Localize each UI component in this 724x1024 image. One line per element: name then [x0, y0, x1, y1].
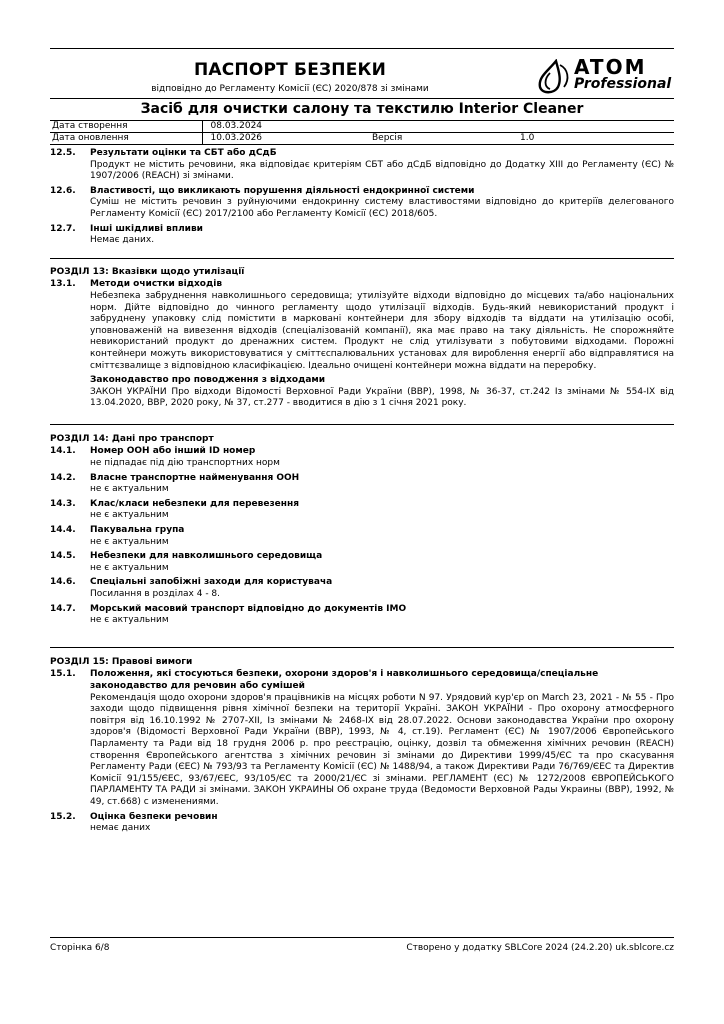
item-title: Морський масовий транспорт відповідно до документів IMO [90, 603, 407, 614]
item-number: 12.6. [50, 185, 76, 196]
section-divider [50, 647, 674, 648]
created-label: Дата створення [50, 121, 202, 133]
waste-law-title: Законодавство про поводження з відходами [90, 375, 326, 386]
section-heading: РОЗДІЛ 13: Вказівки щодо утилізації [50, 266, 245, 277]
section-15 [50, 657, 674, 835]
item-title: Оцінка безпеки речовин [90, 811, 218, 822]
item-body: не підпадає під дію транспортних норм [90, 458, 280, 469]
item-15-1 [50, 669, 674, 808]
meta-row-created [50, 121, 674, 133]
logo-tagline: Professional [574, 76, 672, 92]
item-title: Власне транспортне найменування ООН [90, 472, 300, 483]
item-14-5 [50, 551, 674, 574]
item-14-4 [50, 525, 674, 548]
item-number: 12.5. [50, 148, 76, 158]
item-body: немає даних [90, 823, 151, 834]
version-label: Версія [370, 133, 518, 145]
item-title: Пакувальна група [90, 525, 185, 536]
item-number: 15.1. [50, 669, 76, 680]
updated-value: 10.03.2026 [202, 133, 370, 145]
item-body: Рекомендація щодо охорони здоров'я працівників на місцях роботи N 97. Урядовий кур'єр on March 23, 2021 - № 55 - Про заходи щодо підвищення рівня хімічної безпеки на території Україні. ЗАКОН УКРАЇНИ - Про охорону атмосферного повітря від 16.10.1992 № 2707-XII, Із змінами № 2468-IX від 28.07.2022. Основи законодавства України про охорону здоров'я (Відомості Верховної Ради України (ВВР), 1993, № 4, ст.19). Регламент (ЄС) № 1907/2006 Європейського Парламенту та Ради від 18 грудня 2006 р. про реєстрацію, оцінку, дозвіл та обмеження хімічних речовин (REACH) створення Європейського агентства з хімічних речовин зі змінами до Директиви 1999/45/ЄС та про скасування Регламенту Ради (ЄЕС) № 793/93 та Регламенту Комісії (ЄС) № 1488/94, а також Директиви Ради 76/769/ЄЕС та Директив Комісії 91/155/ЄЕС, 93/67/ЄЕС, 93/105/ЄС та 2000/21/ЄС зі змінами. РЕГЛАМЕНТ (ЄС) № 1272/2008 ЄВРОПЕЙСЬКОГО ПАРЛАМЕНТУ ТА РАДИ зі змінами. ЗАКОН УКРАИНЫ Об охране труда (Ведомости Верховной Рады Украины (ВВР), 1992, № 49, ст.668) с изменениями. [90, 692, 674, 807]
item-body: Суміш не містить речовин з руйнуючими ендокринну систему властивостями відповідно до критеріїв делегованого Регламенту Комісії (ЄС) 2017/2100 або Регламенту Комісії (ЄС) 2018/605. [90, 197, 674, 219]
item-12-7 [50, 224, 674, 247]
item-number: 15.2. [50, 811, 76, 822]
brand-logo [534, 57, 674, 97]
document-content [50, 148, 674, 835]
item-13-1 [50, 279, 674, 410]
item-14-7 [50, 604, 674, 627]
item-number: 14.1. [50, 446, 76, 457]
item-title: Небезпеки для навколишнього середовища [90, 551, 323, 562]
item-body: не є актуальним [90, 510, 169, 521]
document-meta-table [50, 121, 674, 145]
item-body: не є актуальним [90, 484, 169, 495]
item-14-1 [50, 446, 674, 469]
item-title: Інші шкідливі впливи [90, 223, 203, 234]
item-14-3 [50, 499, 674, 522]
item-number: 14.6. [50, 577, 76, 588]
document-title: ПАСПОРТ БЕЗПЕКИ [193, 60, 387, 80]
item-body: не є актуальним [90, 615, 169, 626]
created-value: 08.03.2024 [202, 121, 370, 133]
version-value: 1.0 [518, 133, 674, 145]
item-number: 12.7. [50, 223, 76, 234]
item-body: Посилання в розділах 4 - 8. [90, 589, 221, 599]
item-title: Методи очистки відходів [90, 279, 223, 290]
logo-brand-text: ATOM [574, 55, 647, 79]
item-title: Результати оцінки та СБТ або дСдБ [90, 148, 277, 158]
item-body: Продукт не містить речовини, яка відповідає критеріям СБТ або дСдБ відповідно до Додатку XIII до Регламенту (ЄС) № 1907/2006 (REACH) зі змінами. [90, 159, 674, 182]
page-footer [50, 937, 674, 953]
meta-row-updated [50, 133, 674, 145]
item-number: 14.5. [50, 551, 76, 562]
item-number: 14.2. [50, 472, 76, 483]
item-body: не є актуальним [90, 562, 169, 573]
item-15-2 [50, 812, 674, 835]
updated-label: Дата оновлення [50, 133, 202, 145]
section-divider [50, 424, 674, 425]
section-heading: РОЗДІЛ 14: Дані про транспорт [50, 433, 214, 444]
waste-law-body: ЗАКОН УКРАЇНИ Про відходи Відомості Верховної Ради України (ВВР), 1998, № 36-37, ст.242 Із змінами № 554-IX від 13.04.2020, ВВР, 2020 року, № 37, ст.277 - вводитися в дію з 1 січня 2021 року. [90, 386, 674, 409]
item-number: 13.1. [50, 279, 76, 290]
generator-note: Створено у додатку SBLCore 2024 (24.2.20) uk.sblcore.cz [406, 943, 674, 953]
item-12-5 [50, 148, 674, 183]
item-14-2 [50, 473, 674, 496]
item-number: 14.7. [50, 603, 76, 614]
section-divider [50, 258, 674, 259]
item-title: Властивості, що викликають порушення діяльності ендокринної системи [90, 185, 475, 196]
item-title: Спеціальні запобіжні заходи для користувача [90, 577, 333, 588]
item-title: Номер ООН або інший ID номер [90, 446, 256, 457]
item-title: Клас/класи небезпеки для перевезення [90, 498, 299, 509]
item-body: Небезпека забруднення навколишнього середовища; утилізуйте відходи відповідно до місцевих та/або національних норм. Дійте відповідно до чинного регламенту щодо утилізації відходів. Будь-який невикористаний продукт і забруднену упаковку слід помістити в марковані контейнери для збору відходів та віддати на утилізацію особі, уповноваженій на вивезення відходів (спеціалізованій компанії), яка має право на таку діяльність. Не спорожняйте невикористаний продукт до дренажних систем. Продукт не слід утилізувати з побутовими відходами. Порожні контейнери можуть використовуватися у сміттєспалювальних установах для вироблення енергії або відправлятися на сміттєзвалище з відповідною класифікацією. Ідеально очищені контейнери можна віддати на переробку. [90, 290, 674, 371]
section-13 [50, 267, 674, 410]
section-14 [50, 434, 674, 627]
product-name: Засіб для очистки салону та текстилю Interior Cleaner [50, 99, 674, 121]
page-number: Сторінка 6/8 [50, 943, 110, 953]
document-header [50, 48, 674, 99]
document-page [50, 48, 674, 835]
item-number: 14.4. [50, 525, 76, 536]
item-body: Немає даних. [90, 235, 155, 246]
item-title: Положення, які стосуються безпеки, охорони здоров'я і навколишнього середовища/спеціальне законодавство для речовин або сумішей [90, 669, 599, 691]
document-subtitle: відповідно до Регламенту Комісії (ЄС) 2020/878 зі змінами [151, 84, 429, 94]
item-14-6 [50, 577, 674, 600]
item-body: не є актуальним [90, 536, 169, 547]
section-heading: РОЗДІЛ 15: Правові вимоги [50, 656, 193, 667]
item-12-6 [50, 186, 674, 221]
atom-drop-logo-icon [534, 59, 572, 95]
item-number: 14.3. [50, 498, 76, 509]
section-12 [50, 148, 674, 247]
